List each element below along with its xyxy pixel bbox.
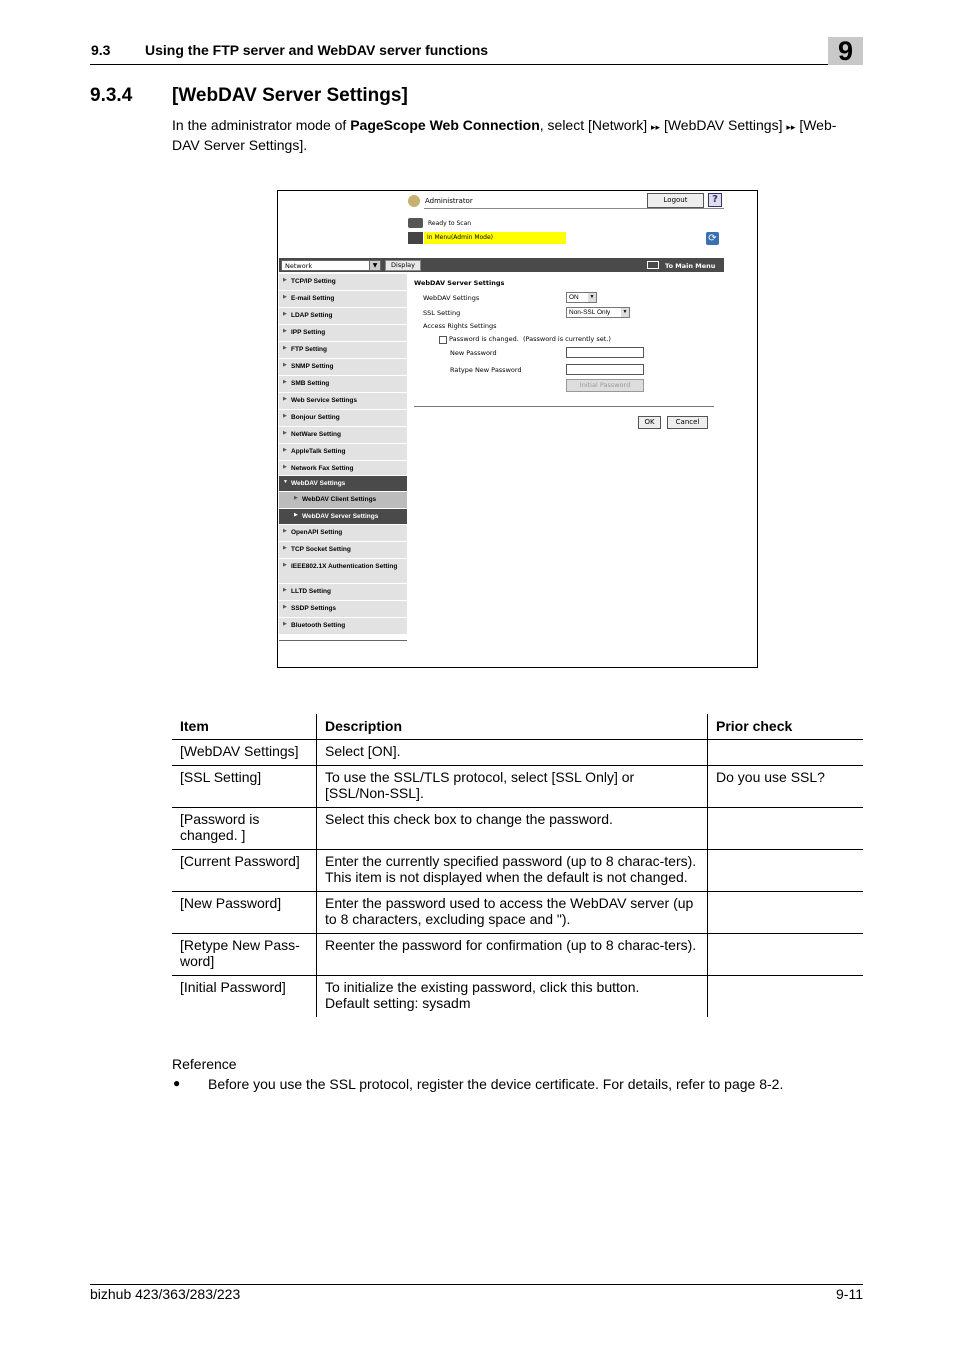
mode-status-text: In Menu(Admin Mode) [427,234,494,241]
webdav-settings-select[interactable]: ON ▼ [566,292,597,303]
administrator-label: Administrator [425,197,473,205]
triangle-right-icon: ▶ [283,294,287,300]
sidebar-item[interactable]: ▶ Network Fax Setting [279,461,407,476]
table-cell-description: Enter the currently specified password (up to 8 charac-ters). This item is not displayed when the default is not changed. [317,850,708,892]
table-cell-check [708,850,864,892]
triangle-right-icon: ▶ [283,447,287,453]
chevron-down-icon: ▼ [589,294,595,300]
triangle-right-icon: ▶ [283,604,287,610]
table-header: Item [172,714,317,740]
refresh-icon[interactable]: ⟳ [706,232,719,245]
password-changed-checkbox[interactable] [439,336,447,344]
triangle-down-icon: ▼ [283,479,288,485]
triangle-right-icon: ▶ [283,396,287,402]
header-rule [90,64,863,65]
cancel-button[interactable]: Cancel [667,416,708,429]
printer-icon [408,218,423,228]
chevron-down-icon: ▼ [622,309,628,315]
triangle-right-icon: ▶ [283,528,287,534]
table-cell-description: Reenter the password for confirmation (up to 8 charac-ters). [317,934,708,976]
header-section-number: 9.3 [91,42,111,58]
reference-text: Before you use the SSL protocol, register the device certificate. For details, refer to page 8-2. [208,1076,784,1092]
footer-page-number: 9-11 [836,1286,863,1302]
sidebar-item[interactable]: ▶ LLTD Setting [279,584,407,601]
footer-rule [90,1284,863,1285]
triangle-right-icon: ▶ [294,495,298,501]
chapter-number: 9 [837,36,854,66]
triangle-right-icon: ▶ [283,413,287,419]
sidebar-item[interactable]: ▶ OpenAPI Setting [279,525,407,542]
sidebar-item[interactable]: ▶ IEEE802.1X Authentication Setting [279,559,407,584]
intro-paragraph: In the administrator mode of PageScope Web Connection, select [Network] ▸▸ [WebDAV Settings] ▸▸ [Web-DAV Server Settings]. [172,117,837,153]
sidebar-item[interactable]: ▶ NetWare Setting [279,427,407,444]
table-row [172,766,863,808]
table-header: Description [317,714,708,740]
display-button[interactable]: Display [385,260,421,271]
retype-password-input[interactable] [566,364,644,375]
table-row [172,850,863,892]
double-arrow-icon: ▸▸ [786,122,796,132]
table-cell-description: Select this check box to change the password. [317,808,708,850]
table-cell-item: [Current Password] [172,850,317,892]
table-row [172,976,863,1018]
heading-title: [WebDAV Server Settings] [172,85,408,106]
table-cell-check [708,808,864,850]
sidebar-item[interactable]: ▶ TCP/IP Setting [279,274,407,291]
table-header-row [172,714,863,740]
content-divider [414,406,714,407]
device-status-text: Ready to Scan [428,220,472,227]
webdav-settings-label: WebDAV Settings [423,294,480,302]
triangle-right-icon: ▶ [283,311,287,317]
sidebar-divider [279,640,407,641]
table-row [172,740,863,766]
help-icon[interactable]: ? [708,193,722,207]
heading-number: 9.3.4 [90,85,133,106]
table-cell-description: To use the SSL/TLS protocol, select [SSL Only] or [SSL/Non-SSL]. [317,766,708,808]
table-cell-check [708,934,864,976]
triangle-right-icon: ▶ [283,545,287,551]
triangle-right-icon: ▶ [283,587,287,593]
table-cell-item: [WebDAV Settings] [172,740,317,766]
ssl-setting-select[interactable]: Non-SSL Only ▼ [566,307,630,318]
table-header: Prior check [716,718,793,734]
table-cell-description: To initialize the existing password, click this button. Default setting: sysadm [317,976,708,1018]
admin-divider [424,208,724,209]
sidebar-item[interactable]: ▶ Bluetooth Setting [279,618,407,635]
sidebar-subitem-webdav-server[interactable]: ▶ WebDAV Server Settings [279,509,407,525]
table-cell-check [708,740,864,766]
chevron-down-icon: ▼ [369,261,380,270]
triangle-right-icon: ▶ [283,345,287,351]
sidebar-item-webdav-settings[interactable]: ▼ WebDAV Settings [279,476,407,492]
table-cell-item: [Password is changed. ] [172,808,317,850]
new-password-input[interactable] [566,347,644,358]
triangle-right-icon: ▶ [283,362,287,368]
sidebar-item[interactable]: ▶ AppleTalk Setting [279,444,407,461]
sidebar-item[interactable]: ▶ SMB Setting [279,376,407,393]
sidebar-item[interactable]: ▶ LDAP Setting [279,308,407,325]
settings-table [172,714,863,1017]
footer-model: bizhub 423/363/283/223 [90,1286,241,1302]
sidebar-item[interactable]: ▶ TCP Socket Setting [279,542,407,559]
bullet-icon: ● [173,1076,181,1090]
retype-password-label: Ratype New Password [450,366,522,374]
sidebar-item[interactable]: ▶ E-mail Setting [279,291,407,308]
reference-label: Reference [172,1056,237,1072]
category-select[interactable]: Network ▼ [281,260,381,271]
table-row [172,808,863,850]
password-changed-label: Password is changed. (Password is currently set.) [449,335,611,343]
table-cell-item: [Retype New Pass-word] [172,934,317,976]
table-cell-item: [New Password] [172,892,317,934]
triangle-right-icon: ▶ [283,621,287,627]
double-arrow-icon: ▸▸ [651,122,661,132]
triangle-right-icon: ▶ [283,379,287,385]
sidebar-item[interactable]: ▶ Bonjour Setting [279,410,407,427]
triangle-right-icon: ▶ [283,562,287,568]
header-section-title: Using the FTP server and WebDAV server functions [145,42,489,58]
table-cell-check [708,976,864,1018]
access-rights-label: Access Rights Settings [423,322,497,330]
triangle-right-icon: ▶ [283,277,287,283]
sidebar-item[interactable]: ▶ SNMP Setting [279,359,407,376]
initial-password-button[interactable]: Initial Password [566,379,644,392]
table-cell-item: [SSL Setting] [172,766,317,808]
triangle-right-icon: ▶ [294,512,298,518]
sidebar-subitem-webdav-client[interactable]: ▶ WebDAV Client Settings [279,492,407,509]
main-menu-icon[interactable] [647,261,659,269]
sidebar-item[interactable]: ▶ FTP Setting [279,342,407,359]
table-cell-check: Do you use SSL? [716,769,825,785]
new-password-label: New Password [450,349,497,357]
sidebar-item[interactable]: ▶ SSDP Settings [279,601,407,618]
mode-icon [408,232,423,244]
logout-button[interactable]: Logout [647,193,704,208]
table-cell-check [708,892,864,934]
table-row [172,934,863,976]
ok-button[interactable]: OK [638,416,661,429]
table-cell-description: Select [ON]. [317,740,708,766]
table-cell-description: Enter the password used to access the WebDAV server (up to 8 characters, excluding space and "). [317,892,708,934]
to-main-menu-link[interactable]: To Main Menu [665,262,716,270]
content-title: WebDAV Server Settings [414,279,505,287]
table-row [172,892,863,934]
administrator-icon [408,195,420,207]
triangle-right-icon: ▶ [283,328,287,334]
table-cell-item: [Initial Password] [172,976,317,1018]
triangle-right-icon: ▶ [283,464,287,470]
web-connection-screenshot [277,190,758,668]
sidebar-item[interactable]: ▶ Web Service Settings [279,393,407,410]
ssl-setting-label: SSL Setting [423,309,461,317]
sidebar-item[interactable]: ▶ IPP Setting [279,325,407,342]
triangle-right-icon: ▶ [283,430,287,436]
